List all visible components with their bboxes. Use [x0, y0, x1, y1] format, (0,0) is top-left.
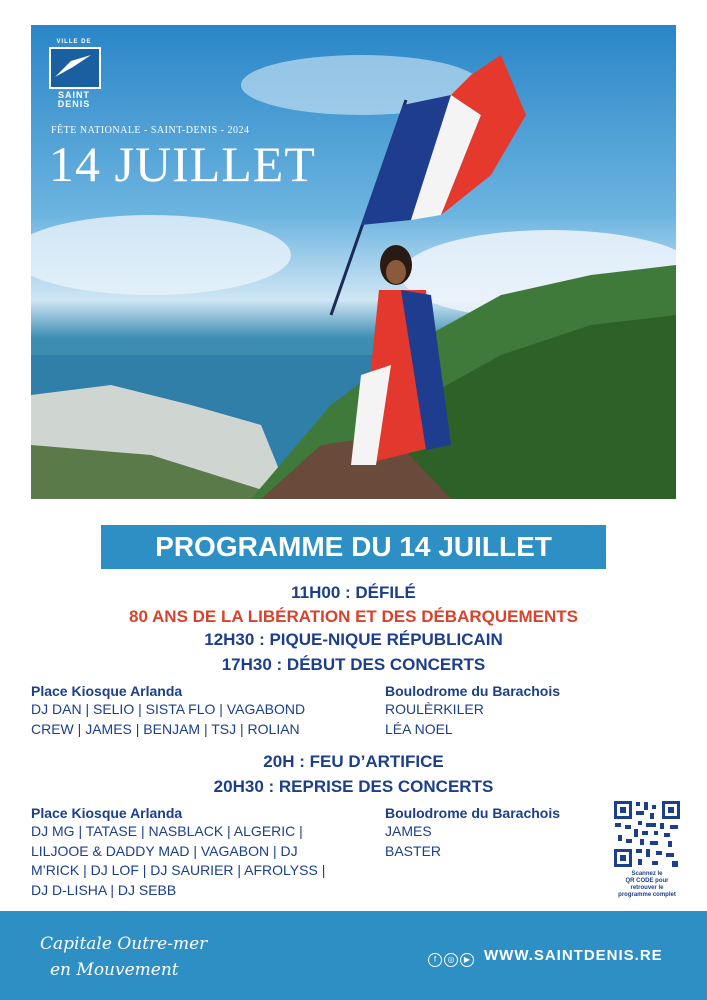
qr-code[interactable]: [612, 799, 682, 869]
slogan-line: en Mouvement: [50, 960, 179, 980]
instagram-icon[interactable]: ◎: [444, 953, 458, 967]
lineup-kiosque-2: [31, 822, 325, 900]
lineup-line: CREW | JAMES | BENJAM | TSJ | ROLIAN: [31, 720, 300, 737]
slogan-line: Capitale Outre-mer: [40, 934, 208, 954]
lineup-line: M’RICK | DJ LOF | DJ SAURIER | AFROLYSS |: [31, 862, 326, 878]
lineup-line: JAMES: [385, 823, 432, 839]
lineup-line: ROULÈRKILER: [385, 701, 484, 717]
website-link[interactable]: WWW.SAINTDENIS.RE: [484, 947, 663, 964]
city-logo: [49, 39, 99, 109]
lineup-line: DJ D-LISHA | DJ SEBB: [31, 881, 177, 898]
qr-caption-line: retrouver le: [630, 885, 664, 891]
lineup-kiosque-1: [31, 700, 305, 739]
logo-top-text: VILLE DE: [56, 39, 92, 45]
programme-heading: PROGRAMME DU 14 JUILLET: [101, 525, 606, 569]
hero-scene: [31, 25, 676, 499]
lineup-line: DJ DAN | SELIO | SISTA FLO | VAGABOND: [31, 701, 306, 717]
lineup-line: LÉA NOEL: [385, 720, 453, 737]
venue-heading-kiosque-2: Place Kiosque Arlanda: [31, 805, 183, 821]
event-concerts-reprise: 20H30 : REPRISE DES CONCERTS: [213, 777, 494, 796]
venue-heading-kiosque-1: Place Kiosque Arlanda: [31, 683, 183, 699]
event-defile: 11H00 : DÉFILÉ: [291, 583, 416, 602]
facebook-icon[interactable]: f: [428, 953, 442, 967]
poster-title: 14 JUILLET: [49, 136, 316, 192]
bird-icon: [51, 49, 95, 83]
event-feu-artifice: 20H : FEU D’ARTIFICE: [263, 752, 444, 771]
lineup-barachois-2: [385, 822, 441, 861]
poster-subtitle: FÊTE NATIONALE - SAINT-DENIS - 2024: [51, 125, 250, 136]
logo-mark: [49, 47, 101, 89]
event-pique-nique: 12H30 : PIQUE-NIQUE RÉPUBLICAIN: [204, 630, 503, 649]
qr-caption-line: Scannez le: [631, 871, 663, 877]
event-concerts-start: 17H30 : DÉBUT DES CONCERTS: [221, 655, 486, 674]
logo-line1: SAINT: [58, 90, 90, 100]
hero-photo: [31, 25, 676, 499]
social-icons: [428, 949, 476, 967]
lineup-line: LILJOOE & DADDY MAD | VAGABON | DJ: [31, 842, 298, 859]
lineup-barachois-1: [385, 700, 484, 739]
qr-code-icon: [612, 799, 682, 869]
event-liberation: 80 ANS DE LA LIBÉRATION ET DES DÉBARQUEMENTS: [129, 607, 578, 626]
venue-heading-barachois-2: Boulodrome du Barachois: [385, 805, 561, 821]
lineup-line: DJ MG | TATASE | NASBLACK | ALGERIC |: [31, 823, 303, 839]
qr-caption-line: programme complet: [618, 892, 676, 898]
qr-caption: [606, 871, 688, 899]
footer-slogan: [40, 931, 207, 983]
lineup-line: BASTER: [385, 842, 442, 859]
youtube-icon[interactable]: ▶: [460, 953, 474, 967]
qr-caption-line: QR CODE pour: [625, 878, 669, 884]
footer-bar: [0, 911, 707, 1000]
venue-heading-barachois-1: Boulodrome du Barachois: [385, 683, 561, 699]
logo-line2: DENIS: [57, 99, 91, 109]
